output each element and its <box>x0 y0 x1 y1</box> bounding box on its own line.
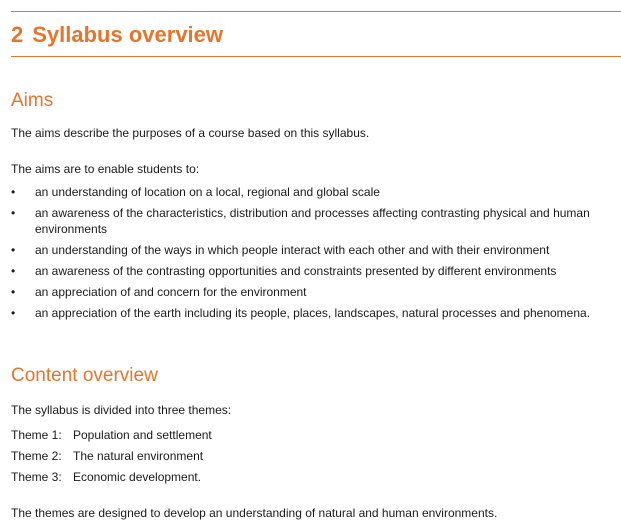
aims-list <box>11 184 616 326</box>
list-item-text: an awareness of the characteristics, distribution and processes affecting contrasting physical and human environments <box>35 206 590 236</box>
bullet-icon: • <box>11 285 16 299</box>
list-item-text: an appreciation of the earth including its people, places, landscapes, natural processes and phenomena. <box>35 306 591 320</box>
theme-item <box>11 448 212 464</box>
theme-name: Population and settlement <box>73 428 212 442</box>
section-title-text: Syllabus overview <box>32 22 224 47</box>
content-overview-heading: Content overview <box>11 365 158 386</box>
list-item-text: an appreciation of and concern for the environment <box>35 285 307 299</box>
list-item <box>11 305 616 321</box>
header-rule-top <box>11 11 621 12</box>
section-title <box>11 20 223 50</box>
theme-item <box>11 469 212 485</box>
section-number: 2 <box>11 22 24 47</box>
list-item-text: an understanding of location on a local, regional and global scale <box>35 185 380 199</box>
bullet-icon: • <box>11 206 16 220</box>
list-item <box>11 284 616 300</box>
bullet-icon: • <box>11 185 16 199</box>
bullet-icon: • <box>11 306 16 320</box>
themes-list <box>11 427 212 490</box>
list-item <box>11 184 616 200</box>
theme-name: The natural environment <box>73 449 204 463</box>
theme-item <box>11 427 212 443</box>
theme-label: Theme 2: <box>11 449 62 463</box>
list-item-text: an understanding of the ways in which people interact with each other and with their environment <box>35 243 550 257</box>
list-item-text: an awareness of the contrasting opportunities and constraints presented by different environments <box>35 264 557 278</box>
content-overview-closing: The themes are designed to develop an understanding of natural and human environments. <box>11 506 498 520</box>
list-item <box>11 263 616 279</box>
theme-name: Economic development. <box>73 470 202 484</box>
aims-intro: The aims describe the purposes of a course based on this syllabus. <box>11 126 370 140</box>
theme-label: Theme 1: <box>11 428 62 442</box>
bullet-icon: • <box>11 264 16 278</box>
bullet-icon: • <box>11 243 16 257</box>
list-item <box>11 242 616 258</box>
theme-label: Theme 3: <box>11 470 62 484</box>
aims-lead: The aims are to enable students to: <box>11 162 200 176</box>
header-rule-bottom <box>11 56 621 57</box>
aims-heading: Aims <box>11 90 54 111</box>
list-item <box>11 205 616 237</box>
content-overview-intro: The syllabus is divided into three themes: <box>11 403 232 417</box>
